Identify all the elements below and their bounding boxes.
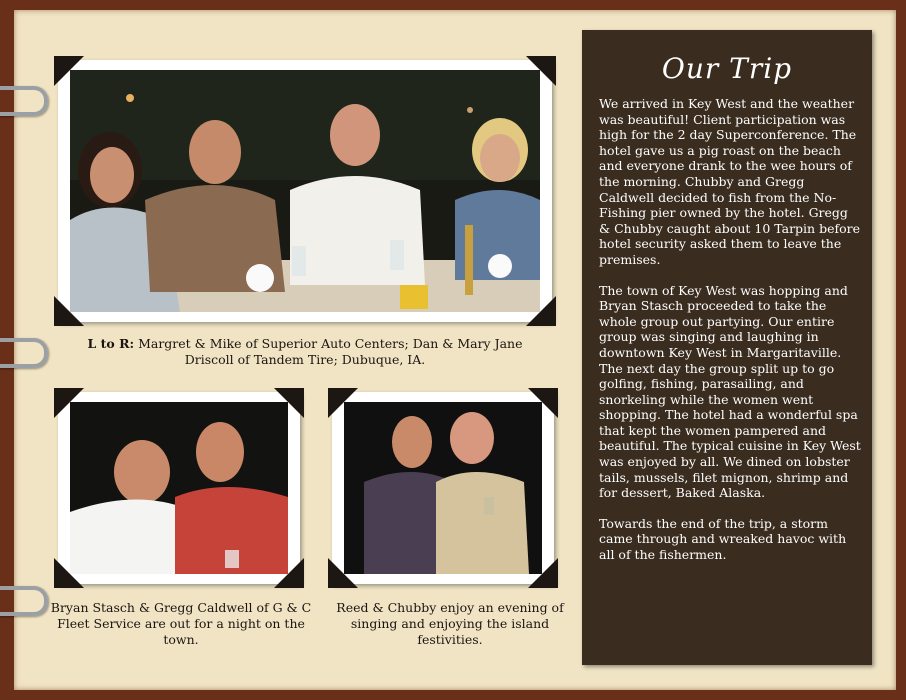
story-paragraph: We arrived in Key West and the weather was beautiful! Client participation was high for the 2 day Superconference. The hotel gave us a pig roast on the beach and everyone drank to the wee hours of the morning. Chubby and Gregg Caldwell decided to fish from the No-Fishing pier owned by the hotel. Gregg & Chubby caught about 10 Tarpin before hotel security asked them to leave the premises. <box>599 96 861 267</box>
photo-group-dinner-image <box>70 70 540 312</box>
photo-bryan-gregg <box>58 392 300 584</box>
caption-lead: L to R: <box>87 336 135 351</box>
trip-story-text <box>599 96 861 578</box>
binder-ring-top <box>0 86 48 116</box>
photo-bryan-gregg-caption: Bryan Stasch & Gregg Caldwell of G & C Fleet Service are out for a night on the town. <box>50 600 312 647</box>
photo-group-dinner-caption <box>70 336 540 368</box>
story-paragraph: The town of Key West was hopping and Bryan Stasch proceeded to take the whole group out partying. Our entire group was singing and laughing in downtown Key West in Margaritaville. The next day the group split up to go golfing, fishing, parasailing, and snorkeling while the women went shopping. The hotel had a wonderful spa that kept the women pampered and beautiful. The typical cuisine in Key West was enjoyed by all. We dined on lobster tails, mussels, filet mignon, shrimp and for dessert, Baked Alaska. <box>599 282 861 501</box>
photo-group-dinner <box>58 60 552 322</box>
caption-text: Margret & Mike of Superior Auto Centers; Dan & Mary Jane Driscoll of Tandem Tire; Dubuque, IA. <box>134 336 523 367</box>
photo-reed-chubby <box>332 392 554 584</box>
photo-bryan-gregg-image <box>70 402 288 574</box>
photo-reed-chubby-image <box>344 402 542 574</box>
story-paragraph: Towards the end of the trip, a storm came through and wreaked havoc with all of the fishermen. <box>599 515 847 563</box>
binder-ring-middle <box>0 338 48 368</box>
binder-ring-bottom <box>0 586 48 616</box>
photo-reed-chubby-caption: Reed & Chubby enjoy an evening of singing and enjoying the island festivities. <box>336 600 564 647</box>
page-title: Our Trip <box>661 52 793 85</box>
trip-story-panel <box>582 30 872 665</box>
